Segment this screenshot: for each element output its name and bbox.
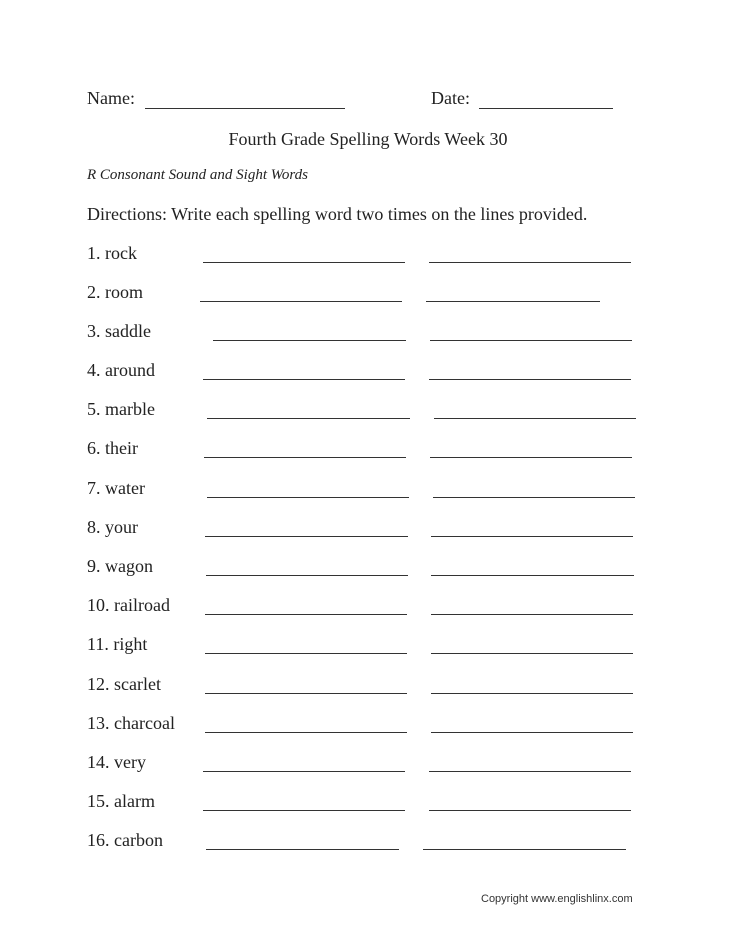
word-row [0, 282, 736, 308]
writing-line-2 [431, 536, 633, 537]
spelling-word: 14. very [87, 752, 146, 772]
copyright-text: Copyright www.englishlinx.com [481, 893, 633, 905]
writing-line-2 [429, 771, 631, 772]
word-row [0, 438, 736, 464]
word-row [0, 321, 736, 347]
spelling-word: 12. scarlet [87, 674, 161, 694]
writing-line-1 [204, 457, 406, 458]
writing-line-2 [429, 379, 631, 380]
writing-line-1 [203, 379, 405, 380]
word-row [0, 595, 736, 621]
spelling-word: 6. their [87, 438, 138, 458]
writing-line-2 [431, 614, 633, 615]
spelling-word: 7. water [87, 478, 145, 498]
worksheet-subtitle: R Consonant Sound and Sight Words [87, 167, 308, 183]
writing-line-1 [205, 653, 407, 654]
writing-line-1 [205, 536, 408, 537]
writing-line-2 [434, 418, 636, 419]
writing-line-2 [429, 262, 631, 263]
spelling-word: 15. alarm [87, 791, 155, 811]
writing-line-1 [205, 732, 407, 733]
word-row [0, 791, 736, 817]
word-row [0, 674, 736, 700]
writing-line-1 [205, 693, 407, 694]
word-row [0, 752, 736, 778]
date-label: Date: [431, 88, 470, 108]
writing-line-1 [203, 810, 405, 811]
writing-line-2 [431, 575, 634, 576]
writing-line-1 [213, 340, 406, 341]
worksheet-title: Fourth Grade Spelling Words Week 30 [228, 129, 508, 149]
word-row [0, 517, 736, 543]
writing-line-1 [206, 575, 408, 576]
writing-line-1 [207, 418, 410, 419]
word-row [0, 713, 736, 739]
writing-line-2 [426, 301, 600, 302]
word-row [0, 830, 736, 856]
spelling-word: 9. wagon [87, 556, 153, 576]
writing-line-1 [203, 771, 405, 772]
spelling-word: 16. carbon [87, 830, 163, 850]
writing-line-2 [423, 849, 626, 850]
writing-line-2 [431, 693, 633, 694]
word-row [0, 243, 736, 269]
word-row [0, 478, 736, 504]
spelling-word: 10. railroad [87, 595, 170, 615]
writing-line-1 [200, 301, 402, 302]
writing-line-2 [430, 340, 632, 341]
spelling-word: 11. right [87, 634, 148, 654]
spelling-word: 8. your [87, 517, 138, 537]
spelling-word: 3. saddle [87, 321, 151, 341]
writing-line-2 [430, 457, 632, 458]
word-row [0, 556, 736, 582]
writing-line-2 [433, 497, 635, 498]
writing-line-1 [207, 497, 409, 498]
name-label: Name: [87, 88, 135, 108]
writing-line-1 [205, 614, 407, 615]
spelling-word: 13. charcoal [87, 713, 175, 733]
spelling-word: 1. rock [87, 243, 137, 263]
word-row [0, 634, 736, 660]
spelling-word: 4. around [87, 360, 155, 380]
word-row [0, 399, 736, 425]
spelling-word: 2. room [87, 282, 143, 302]
writing-line-1 [203, 262, 405, 263]
word-row [0, 360, 736, 386]
writing-line-2 [429, 810, 631, 811]
spelling-word: 5. marble [87, 399, 155, 419]
writing-line-2 [431, 653, 633, 654]
writing-line-2 [431, 732, 633, 733]
writing-line-1 [206, 849, 399, 850]
directions-text: Directions: Write each spelling word two times on the lines provided. [87, 204, 588, 224]
